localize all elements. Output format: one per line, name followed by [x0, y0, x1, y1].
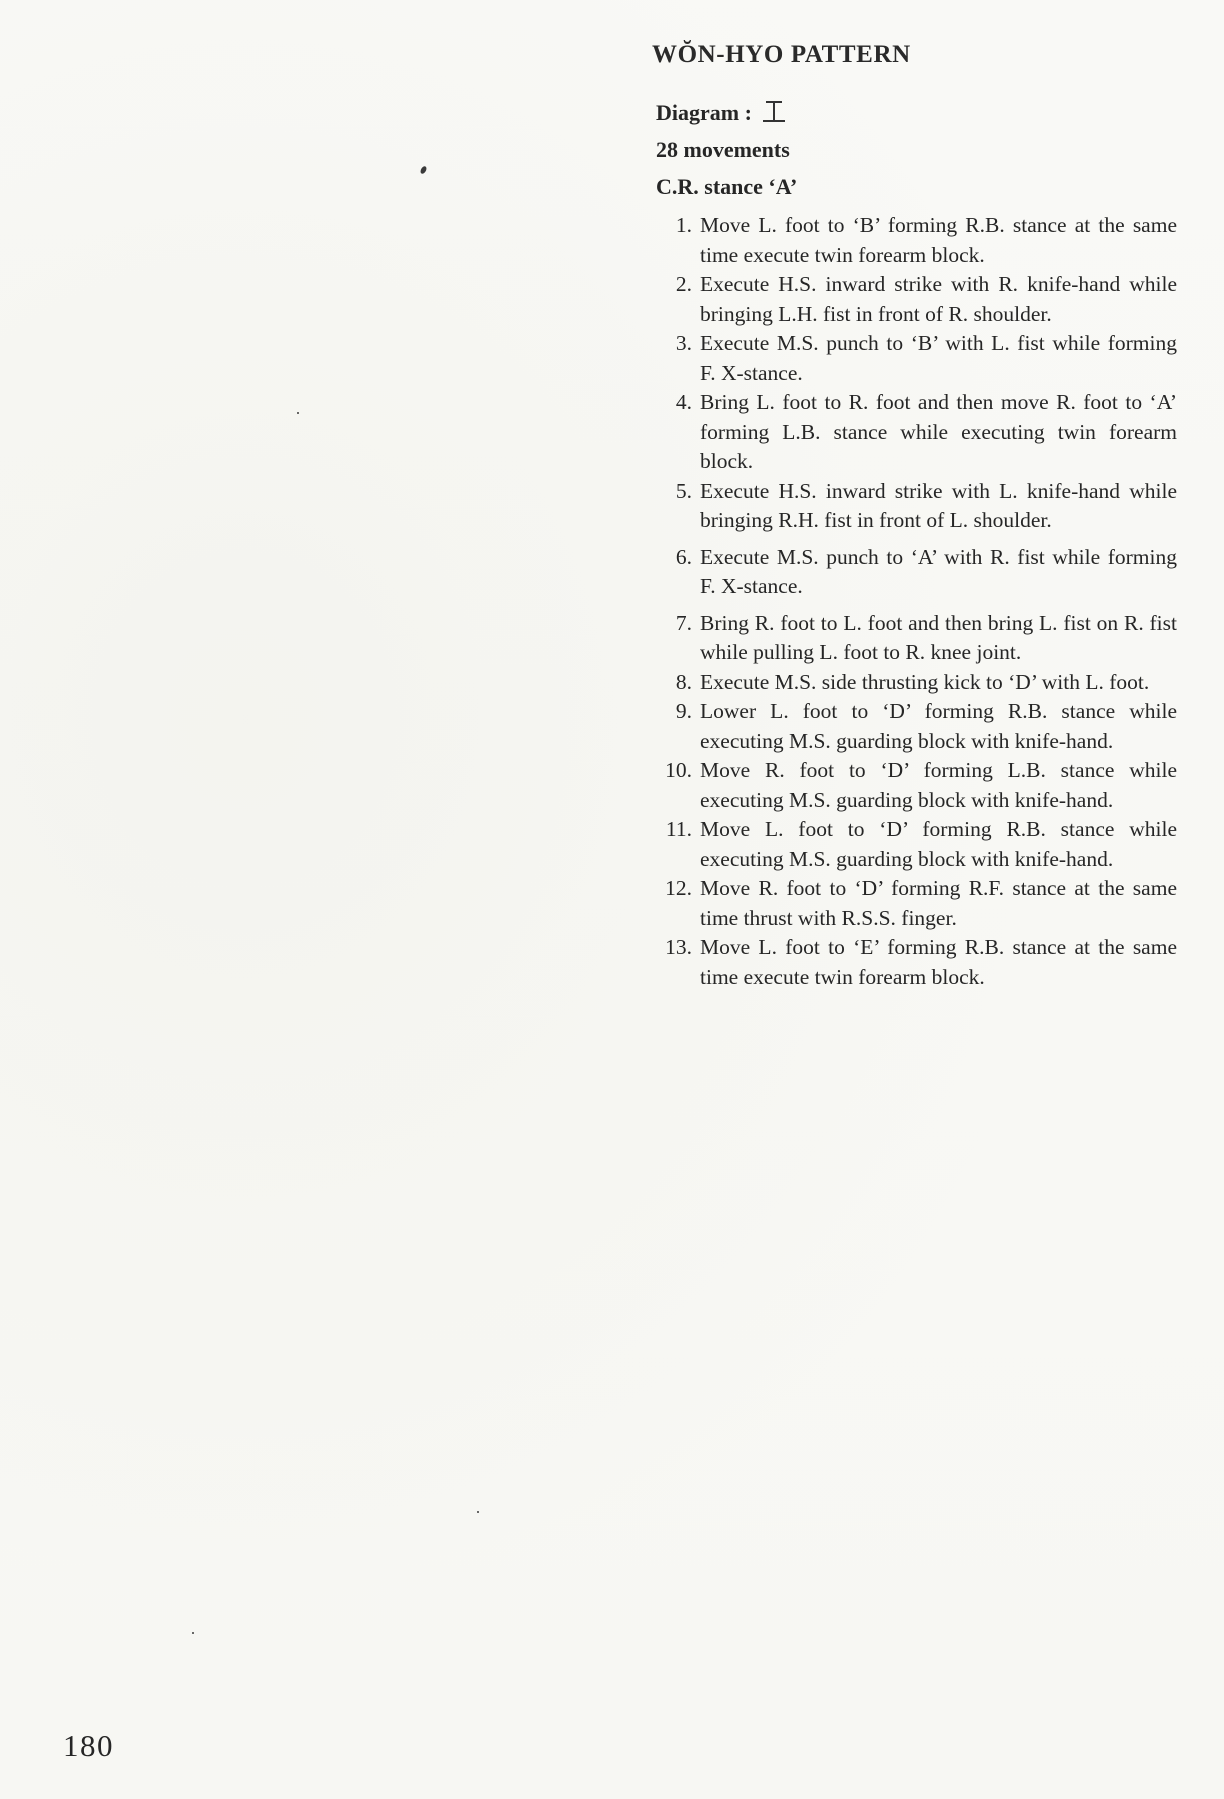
ink-speck	[192, 1632, 194, 1634]
step-item	[652, 609, 1177, 668]
step-item	[652, 933, 1177, 992]
step-text: Execute M.S. side thrusting kick to ‘D’ with L. foot.	[700, 669, 1150, 694]
step-item	[652, 270, 1177, 329]
step-text: Execute M.S. punch to ‘A’ with R. fist while forming F. X-stance.	[700, 544, 1177, 598]
step-item	[652, 815, 1177, 874]
step-number: 6.	[675, 544, 692, 569]
ink-speck	[297, 412, 299, 414]
step-item	[652, 477, 1177, 536]
step-number: 4.	[675, 390, 692, 414]
step-item	[652, 211, 1177, 270]
step-text: Bring R. foot to L. foot and then bring L. fist on R. fist while pulling L. foot to R. knee joint.	[700, 610, 1177, 664]
i-beam-diagram-icon	[763, 100, 785, 122]
step-number: 9.	[675, 699, 692, 723]
step-text: Execute M.S. punch to ‘B’ with L. fist while forming F. X-stance.	[700, 331, 1177, 385]
step-text: Bring L. foot to R. foot and then move R. foot to ‘A’ forming L.B. stance while executing twin forearm block.	[700, 390, 1177, 473]
step-number: 7.	[675, 610, 692, 635]
step-text: Move R. foot to ‘D’ forming L.B. stance while executing M.S. guarding block with knife-hand.	[700, 758, 1177, 812]
step-number: 5.	[675, 478, 692, 503]
step-number: 2.	[675, 272, 692, 296]
step-number: 3.	[675, 331, 692, 355]
step-item	[652, 329, 1177, 388]
ink-speck	[477, 1511, 479, 1513]
step-text: Lower L. foot to ‘D’ forming R.B. stance while executing M.S. guarding block with knife-hand.	[700, 699, 1177, 753]
step-item	[652, 543, 1177, 602]
step-number: 8.	[675, 669, 692, 694]
step-item	[652, 874, 1177, 933]
step-text: Move L. foot to ‘E’ forming R.B. stance at the same time execute twin forearm block.	[700, 935, 1177, 989]
step-item	[652, 388, 1177, 477]
step-item	[652, 756, 1177, 815]
pattern-title: WŎN-HYO PATTERN	[652, 41, 911, 68]
step-item	[652, 697, 1177, 756]
diagram-line	[656, 94, 1177, 131]
step-number: 10.	[665, 758, 692, 782]
movements-count: 28 movements	[656, 137, 790, 162]
step-number: 1.	[675, 213, 692, 237]
step-text: Execute H.S. inward strike with L. knife-hand while bringing R.H. fist in front of L. shoulder.	[700, 478, 1177, 532]
step-number: 13.	[665, 935, 692, 959]
movement-steps-list	[652, 211, 1177, 992]
step-text: Move R. foot to ‘D’ forming R.F. stance at the same time thrust with R.S.S. finger.	[700, 876, 1177, 930]
text-column	[652, 38, 1177, 992]
step-number: 11.	[665, 817, 692, 841]
step-number: 12.	[665, 876, 692, 900]
step-text: Move L. foot to ‘B’ forming R.B. stance at the same time execute twin forearm block.	[700, 213, 1177, 267]
starting-position: C.R. stance ‘A’	[656, 174, 798, 199]
step-text: Execute H.S. inward strike with R. knife-hand while bringing L.H. fist in front of R. shoulder.	[700, 272, 1177, 326]
step-text: Move L. foot to ‘D’ forming R.B. stance while executing M.S. guarding block with knife-hand.	[700, 817, 1177, 871]
ink-speck	[419, 165, 427, 174]
diagram-label: Diagram :	[656, 100, 752, 125]
page-number: 180	[63, 1728, 114, 1763]
step-item	[652, 668, 1177, 698]
